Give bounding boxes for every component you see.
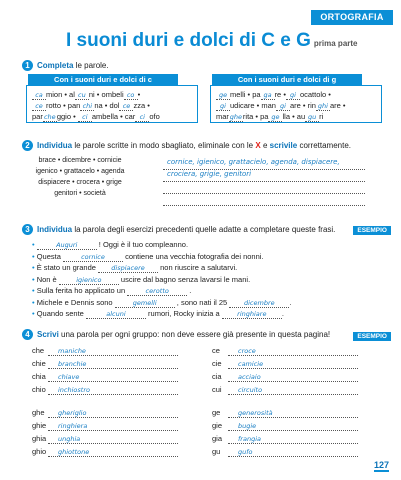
sentence-row (32, 252, 264, 262)
sentence-row (32, 298, 291, 308)
word-fragment: ocattolo • (299, 90, 331, 99)
word-fragment: mar (216, 112, 229, 121)
fill-blank[interactable]: co (124, 91, 138, 100)
sentence-blank[interactable]: ringhiare (222, 310, 282, 319)
fill-blank[interactable]: ci (135, 113, 149, 122)
answer-line[interactable] (163, 182, 365, 194)
exercise-2-mid: le parole scritte in modo sbagliato, eliminale con le (74, 141, 254, 150)
word-fragment: • (137, 90, 141, 99)
fill-blank[interactable]: gu (305, 113, 319, 122)
exercise-1-verb: Completa (37, 61, 74, 70)
fill-blank[interactable]: ge (268, 113, 282, 122)
exercise-2-x: X (255, 141, 261, 150)
sentence-blank[interactable]: dicembre (229, 299, 289, 308)
sentence-text: . (281, 309, 284, 318)
title-subtitle: prima parte (313, 39, 358, 48)
exercise-2-verb: Individua (37, 141, 73, 150)
word-fragment: ofo (149, 112, 160, 121)
exercise-3-rest: la parola degli esercizi precedenti quelle adatte a completare queste frasi. (74, 225, 336, 234)
sentence-text: Non è (36, 274, 59, 284)
group-key: gu (212, 447, 221, 456)
word-line: brace • dicembre • cornicie (38, 157, 122, 164)
esempio-badge: ESEMPIO (353, 226, 391, 235)
group-row (32, 421, 178, 431)
section-badge: ORTOGRAFIA (311, 10, 393, 25)
box-c-title: Con i suoni duri e dolci di c (28, 74, 178, 86)
word-fragment: are • (329, 101, 346, 110)
fill-row (216, 90, 331, 100)
fill-row (32, 112, 160, 122)
word-line: dispiacere • crocera • grige (38, 179, 122, 186)
answer-line[interactable]: cornice, igienico, grattacielo, agenda, dispiacere, (163, 158, 365, 170)
group-answer[interactable]: gufo (228, 448, 358, 457)
exercise-2-instruction (37, 141, 351, 150)
group-key: cie (212, 359, 222, 368)
group-answer[interactable]: frangia (228, 435, 358, 444)
group-answer[interactable]: circuito (228, 386, 358, 395)
fill-blank[interactable]: ghe (229, 113, 243, 121)
title-text: I suoni duri e dolci di C e G (66, 30, 311, 51)
group-answer[interactable]: maniche (48, 347, 178, 356)
exercise-2-number: 2 (22, 140, 33, 151)
fill-blank[interactable]: ci (78, 113, 92, 122)
sentence-text: Quando sente (36, 309, 86, 318)
group-answer[interactable]: branchie (48, 360, 178, 369)
group-answer[interactable]: generosità (228, 409, 358, 418)
sentence-text: rumori, Rocky inizia a (145, 309, 220, 318)
exercise-3-verb: Individua (37, 225, 73, 234)
group-key: gie (212, 421, 223, 430)
sentence-blank[interactable]: gemelli (115, 299, 175, 308)
sentence-blank[interactable]: cerotto (127, 287, 187, 296)
exercise-4-instruction (37, 330, 330, 339)
sentence-row (32, 286, 191, 296)
group-row (32, 385, 178, 395)
group-row (212, 434, 358, 444)
exercise-2-mid2: e (262, 141, 268, 150)
group-key: ghio (32, 447, 47, 456)
page-number: 127 (373, 460, 389, 470)
sentence-blank[interactable]: igienico (59, 276, 119, 285)
sentence-text: È stato un grande (36, 263, 99, 272)
fill-row (216, 101, 346, 111)
group-key: chia (32, 372, 46, 381)
group-key: ghe (32, 408, 45, 417)
word-fragment: rotto • pan (46, 101, 81, 110)
answer-line[interactable] (163, 194, 365, 206)
sentence-text: . (187, 286, 192, 295)
answer-lines (163, 158, 365, 206)
answer-line[interactable]: crociera, grigie, genitori (163, 170, 365, 182)
exercise-4-number: 4 (22, 329, 33, 340)
word-fragment: re • (274, 90, 286, 99)
fill-row (216, 112, 323, 122)
group-key: ce (212, 346, 220, 355)
sentence-blank[interactable]: dispiacere (98, 264, 158, 273)
group-key: che (32, 346, 45, 355)
group-answer[interactable]: ringhiera (48, 422, 178, 431)
group-row (32, 408, 178, 418)
group-key: gia (212, 434, 223, 443)
sentence-blank[interactable]: alcuni (86, 310, 146, 319)
exercise-3-number: 3 (22, 224, 33, 235)
group-answer[interactable]: gheriglio (48, 409, 178, 418)
group-answer[interactable]: chiave (48, 373, 178, 382)
word-fragment: lla • au (282, 112, 306, 121)
word-fragment: na • dol (94, 101, 120, 110)
group-row (212, 421, 358, 431)
group-row (212, 408, 358, 418)
sentence-row (32, 275, 250, 285)
group-answer[interactable]: croce (228, 347, 358, 356)
fill-blank[interactable]: che (43, 113, 56, 121)
fill-blank[interactable]: gi (286, 91, 300, 100)
sentence-row (32, 240, 188, 250)
group-row (32, 346, 178, 356)
fill-blank[interactable]: ge (216, 91, 230, 100)
sentence-text: contiene una vecchia fotografia dei nonni. (122, 251, 264, 261)
exercise-1-number: 1 (22, 60, 33, 71)
group-row (212, 447, 358, 457)
group-key: cia (212, 372, 222, 381)
sentence-text: Sulla ferita ho applicato un (36, 286, 128, 295)
exercise-1-instruction (37, 61, 109, 70)
group-answer[interactable]: ghiottone (48, 448, 178, 457)
exercise-3-instruction (37, 225, 335, 234)
group-answer[interactable]: camicie (228, 360, 358, 369)
word-fragment: melli • pa (230, 90, 261, 99)
sentence-text: , sono nati il 25 (174, 297, 228, 307)
fill-blank[interactable]: gi (276, 102, 290, 111)
sentence-row (32, 309, 284, 319)
sentence-text: uscire dal bagno senza lavarsi le mani. (118, 274, 251, 284)
word-fragment: mion • al (46, 90, 75, 99)
sentence-text: . (289, 297, 292, 307)
group-answer[interactable]: bugie (228, 422, 358, 431)
group-key: chie (32, 359, 46, 368)
word-fragment: udicare • man (230, 101, 276, 110)
word-fragment: ni • ombeli (88, 90, 124, 99)
exercise-2-rest: correttamente. (299, 141, 352, 150)
bullet-icon: • (32, 309, 37, 318)
box-g-title: Con i suoni duri e dolci di g (212, 74, 362, 86)
bullet-icon: • (32, 263, 37, 272)
group-row (32, 434, 178, 444)
sentence-text: Questa (36, 251, 63, 261)
bullet-icon: • (32, 251, 37, 261)
fill-blank[interactable]: ce (119, 102, 133, 111)
sentence-text: Michele e Dennis sono (36, 297, 115, 307)
group-answer[interactable]: inchiostro (48, 386, 178, 395)
group-key: cui (212, 385, 222, 394)
group-key: ghia (32, 434, 47, 443)
group-row (212, 359, 358, 369)
bullet-icon: • (32, 297, 37, 307)
exercise-1-rest: le parole. (75, 61, 109, 70)
sentence-text: non riuscire a salutarvi. (158, 263, 238, 272)
group-row (212, 385, 358, 395)
fill-blank[interactable]: chi (80, 102, 94, 111)
word-fragment: are • rin (289, 101, 316, 110)
bullet-icon: • (32, 240, 37, 249)
group-row (212, 346, 358, 356)
page-title (66, 30, 358, 52)
exercise-2-verb2: scrivile (269, 141, 298, 150)
group-row (212, 372, 358, 382)
word-fragment: ri (319, 112, 324, 121)
fill-blank[interactable]: ghi (317, 102, 328, 110)
group-answer[interactable]: unghia (48, 435, 178, 444)
group-key: ge (212, 408, 221, 417)
group-answer[interactable]: acciaio (228, 373, 358, 382)
fill-blank[interactable]: ca (32, 91, 46, 100)
group-row (32, 359, 178, 369)
esempio-badge: ESEMPIO (353, 332, 391, 341)
word-fragment: zza • (133, 101, 150, 110)
fill-blank[interactable]: ce (32, 102, 46, 111)
fill-row (32, 90, 140, 100)
fill-blank[interactable]: ga (261, 91, 275, 100)
exercise-4-rest: una parola per ogni gruppo: non deve essere già presente in questa pagina! (61, 330, 331, 339)
bullet-icon: • (32, 286, 37, 295)
word-fragment: par (32, 112, 43, 121)
group-key: ghie (32, 421, 47, 430)
word-fragment: rita • pa (242, 112, 269, 121)
group-row (32, 372, 178, 382)
word-line: genitori • società (54, 190, 106, 197)
word-fragment: ambella • car (91, 112, 136, 121)
sentence-text: ! Oggi è il tuo compleanno. (96, 240, 189, 249)
sentence-blank[interactable]: cornice (63, 253, 123, 262)
exercise-4-verb: Scrivi (37, 330, 59, 339)
word-fragment: ggio • (56, 112, 78, 121)
fill-row (32, 101, 150, 111)
sentence-row (32, 263, 237, 273)
word-list (30, 155, 130, 215)
fill-blank[interactable]: gi (216, 102, 230, 111)
group-row (32, 447, 178, 457)
group-key: chio (32, 385, 46, 394)
word-line: igenico • grattacelo • agenda (35, 168, 125, 175)
bullet-icon: • (32, 274, 37, 284)
sentence-blank[interactable]: Auguri (37, 241, 97, 250)
fill-blank[interactable]: cu (75, 91, 89, 100)
